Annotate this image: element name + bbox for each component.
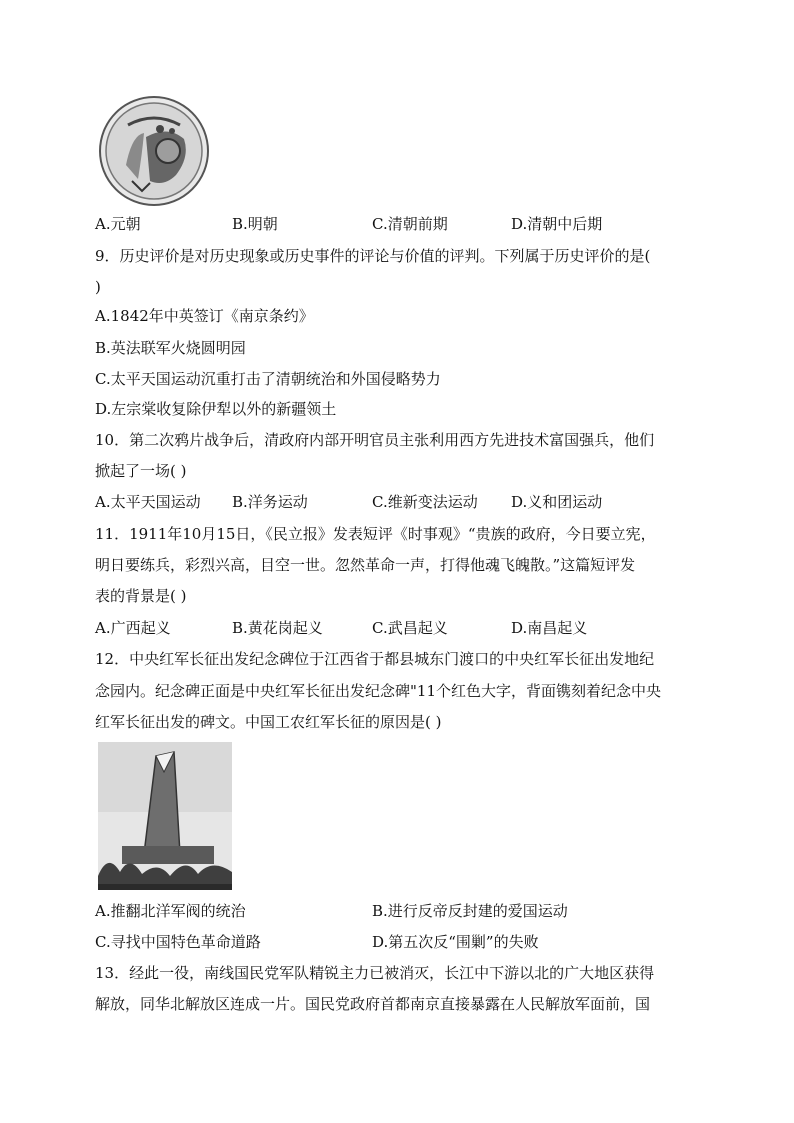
q12-option-d: D.第五次反“围剿”的失败 bbox=[372, 933, 539, 951]
q11-stem-line2: 明日要练兵，彩烈兴高，目空一世。忽然革命一声，打得他魂飞魄散。”这篇短评发 bbox=[95, 556, 636, 574]
q13-stem-line1: 13．经此一役，南线国民党军队精锐主力已被消灭，长江中下游以北的广大地区获得 bbox=[95, 964, 655, 982]
q11-option-c: C.武昌起义 bbox=[372, 619, 448, 637]
q9-option-c: C.太平天国运动沉重打击了清朝统治和外国侵略势力 bbox=[95, 370, 441, 388]
q9-option-b: B.英法联军火烧圆明园 bbox=[95, 339, 246, 357]
q12-stem-line1: 12．中央红军长征出发纪念碑位于江西省于都县城东门渡口的中央红军长征出发地纪 bbox=[95, 650, 655, 668]
commemorative-coin-image bbox=[98, 95, 210, 207]
q11-stem-line3: 表的背景是( ) bbox=[95, 587, 187, 605]
q8-option-a: A.元朝 bbox=[95, 215, 141, 233]
q9-stem-line1: 9．历史评价是对历史现象或历史事件的评论与价值的评判。下列属于历史评价的是( bbox=[95, 247, 651, 265]
q11-stem-line1: 11．1911年10月15日，《民立报》发表短评《时事观》“贵族的政府，今日要立宪， bbox=[95, 525, 656, 543]
q12-stem-line2: 念园内。纪念碑正面是中央红军长征出发纪念碑"11个红色大字，背面镌刻着纪念中央 bbox=[95, 682, 661, 700]
q10-option-c: C.维新变法运动 bbox=[372, 493, 478, 511]
q8-option-d: D.清朝中后期 bbox=[511, 215, 603, 233]
q10-option-d: D.义和团运动 bbox=[511, 493, 603, 511]
q13-stem-line2: 解放，同华北解放区连成一片。国民党政府首都南京直接暴露在人民解放军面前，国 bbox=[95, 995, 651, 1013]
q9-stem-line2: ) bbox=[95, 278, 101, 296]
q8-option-b: B.明朝 bbox=[232, 215, 278, 233]
q9-option-a: A.1842年中英签订《南京条约》 bbox=[95, 307, 314, 325]
q9-option-d: D.左宗棠收复除伊犁以外的新疆领土 bbox=[95, 400, 337, 418]
q10-stem-line1: 10．第二次鸦片战争后，清政府内部开明官员主张利用西方先进技术富国强兵，他们 bbox=[95, 431, 655, 449]
q12-option-c: C.寻找中国特色革命道路 bbox=[95, 933, 261, 951]
q12-option-a: A.推翻北洋军阀的统治 bbox=[95, 902, 246, 920]
q12-stem-line3: 红军长征出发的碑文。中国工农红军长征的原因是( ) bbox=[95, 713, 442, 731]
q10-option-b: B.洋务运动 bbox=[232, 493, 308, 511]
q10-option-a: A.太平天国运动 bbox=[95, 493, 201, 511]
q10-stem-line2: 掀起了一场( ) bbox=[95, 462, 187, 480]
q11-option-d: D.南昌起义 bbox=[511, 619, 588, 637]
q11-option-a: A.广西起义 bbox=[95, 619, 171, 637]
q8-option-c: C.清朝前期 bbox=[372, 215, 448, 233]
long-march-monument-image bbox=[98, 742, 232, 890]
q11-option-b: B.黄花岗起义 bbox=[232, 619, 323, 637]
q12-option-b: B.进行反帝反封建的爱国运动 bbox=[372, 902, 568, 920]
